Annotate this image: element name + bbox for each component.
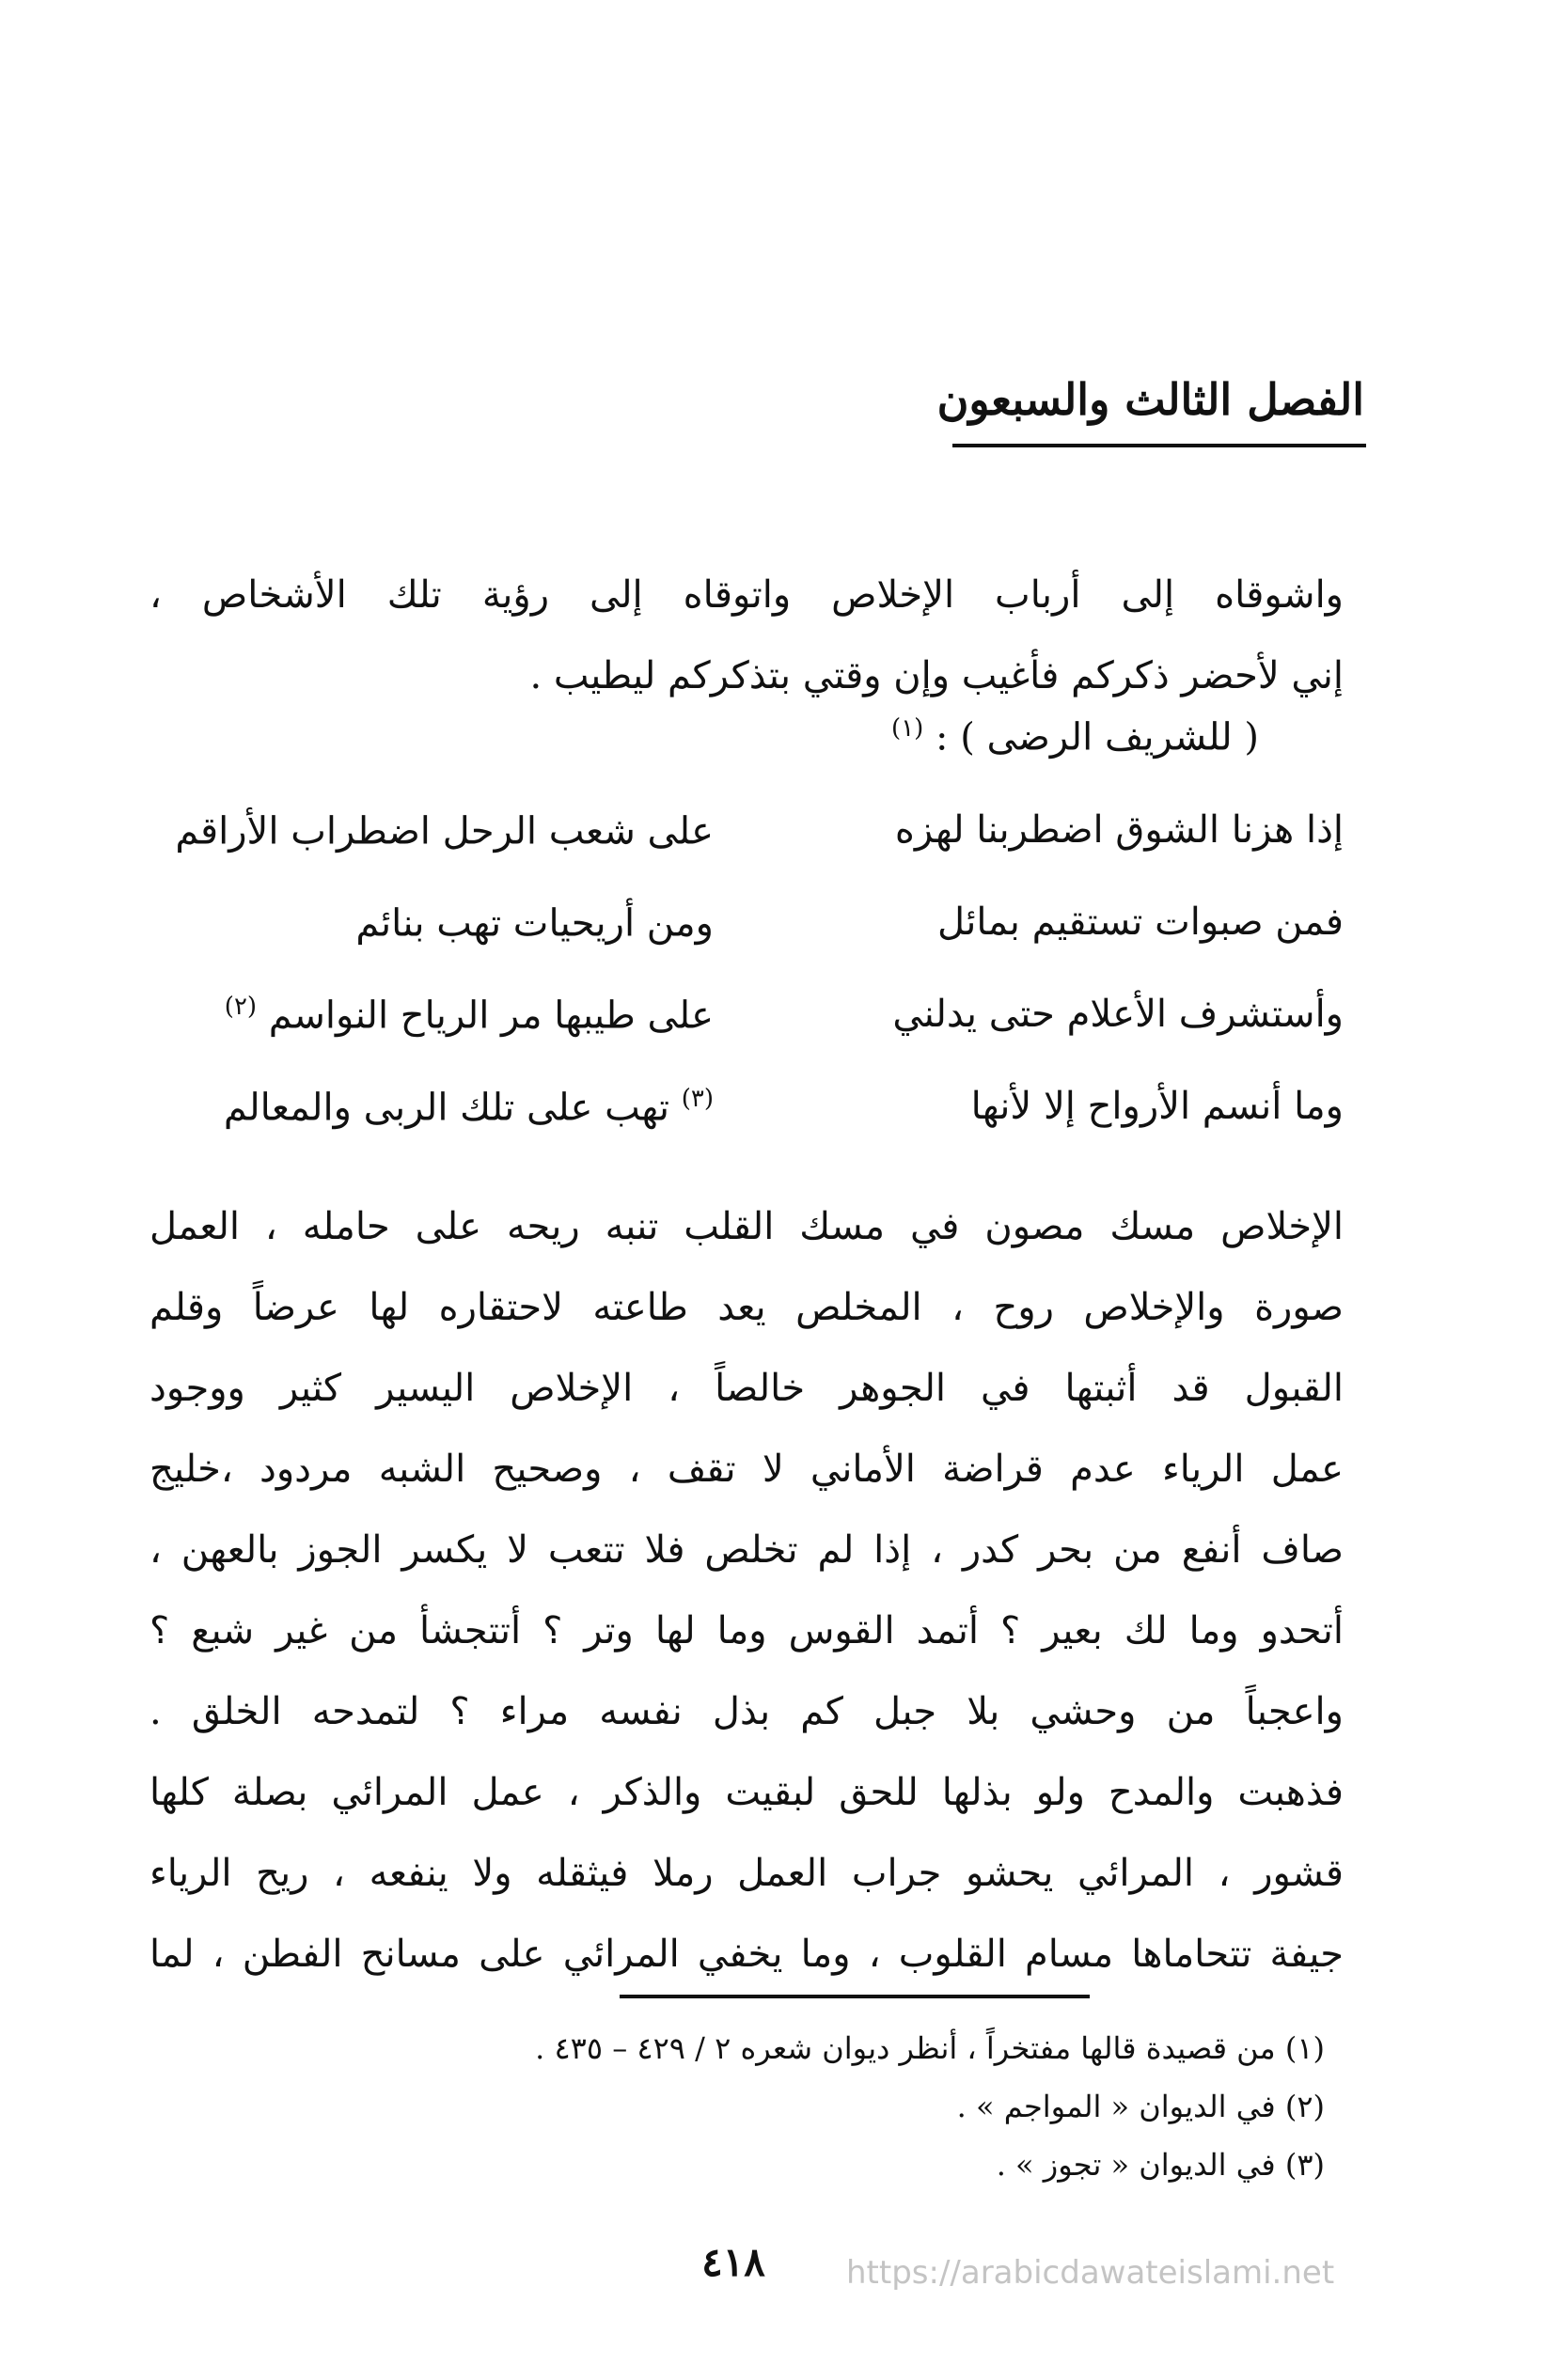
footnote-marker: (١) — [891, 714, 924, 743]
poem-verses — [149, 808, 1344, 1177]
hemistich-text: على شعب الرحل اضطراب الأراقم — [175, 809, 714, 853]
verse — [149, 900, 1344, 993]
site-watermark: https://arabicdawateislami.net — [846, 2254, 1335, 2292]
footnote: (٣) في الديوان « تجوز » . — [996, 2147, 1325, 2183]
verse — [149, 1085, 1344, 1177]
body-line: الإخلاص مسك مصون في مسك القلب تنبه ريحه على حامله ، العمل — [149, 1205, 1344, 1248]
body-line: أتحدو وما لك بعير ؟ أتمد القوس وما لها وتر ؟ أتتجشأ من غير شبع ؟ — [149, 1609, 1344, 1652]
footnotes — [291, 2019, 1325, 2194]
footnote: (١) من قصيدة قالها مفتخراً ، أنظر ديوان شعره ٢ / ٤٢٩ – ٤٣٥ . — [535, 2030, 1325, 2066]
intro-paragraph — [149, 555, 1344, 716]
hemistich-text: تهب على تلك الربى والمعالم — [223, 1086, 669, 1130]
verse-first-hemistich: فمن صبوات تستقيم بمائل — [937, 900, 1344, 944]
hemistich-text: ومن أريحيات تهب بنائم — [355, 901, 714, 946]
verse-first-hemistich: وما أنسم الأرواح إلا لأنها — [970, 1085, 1344, 1128]
poem-attribution — [891, 714, 1259, 759]
verse-second-hemistich — [149, 993, 714, 1037]
body-line: صورة والإخلاص روح ، المخلص يعد طاعته لاحتقاره لها عرضاً وقلم — [149, 1286, 1344, 1329]
verse-second-hemistich — [149, 808, 714, 853]
verse — [149, 808, 1344, 900]
body-paragraph — [149, 1186, 1344, 1995]
body-line: عمل الرياء عدم قراضة الأماني لا تقف ، وصحيح الشبه مردود ،خليج — [149, 1448, 1344, 1491]
footnote: (٢) في الديوان « المواجم » . — [956, 2089, 1325, 2124]
body-line: فذهبت والمدح ولو بذلها للحق لبقيت والذكر ، عمل المرائي بصلة كلها — [149, 1771, 1344, 1814]
hemistich-text: على طيبها مر الرياح النواسم — [268, 994, 714, 1038]
footnote-separator — [620, 1995, 1090, 1998]
verse-second-hemistich — [149, 900, 714, 945]
verse-first-hemistich: إذا هزنا الشوق اضطربنا لهزه — [894, 808, 1344, 852]
body-line: واعجباً من وحشي بلا جبل كم بذل نفسه مراء ؟ لتمدحه الخلق . — [149, 1690, 1344, 1733]
footnote-marker: (٢) — [224, 993, 258, 1021]
verse — [149, 993, 1344, 1085]
verse-first-hemistich: وأستشرف الأعلام حتى يدلني — [892, 993, 1344, 1036]
verse-second-hemistich — [149, 1085, 714, 1129]
intro-line: إني لأحضر ذكركم فأغيب وإن وقتي بتذكركم ليطيب . — [529, 654, 1344, 697]
body-line: قشور ، المرائي يحشو جراب العمل رملا فيثقله ولا ينفعه ، ريح الرياء — [149, 1852, 1344, 1895]
heading-underline — [952, 444, 1366, 447]
page-number: ٤١٨ — [701, 2239, 765, 2285]
intro-line: واشوقاه إلى أرباب الإخلاص واتوقاه إلى رؤية تلك الأشخاص ، — [149, 573, 1344, 617]
attribution-text: ( للشريف الرضى ) : — [936, 715, 1259, 759]
body-line: القبول قد أثبتها في الجوهر خالصاً ، الإخلاص اليسير كثير ووجود — [149, 1367, 1344, 1410]
chapter-heading: الفصل الثالث والسبعون — [936, 374, 1364, 425]
body-line: صاف أنفع من بحر كدر ، إذا لم تخلص فلا تتعب لا يكسر الجوز بالعهن ، — [149, 1528, 1344, 1572]
footnote-marker: (٣) — [681, 1085, 714, 1113]
body-line: جيفة تتحاماها مسام القلوب ، وما يخفي المرائي على مسانح الفطن ، لما — [149, 1933, 1344, 1976]
